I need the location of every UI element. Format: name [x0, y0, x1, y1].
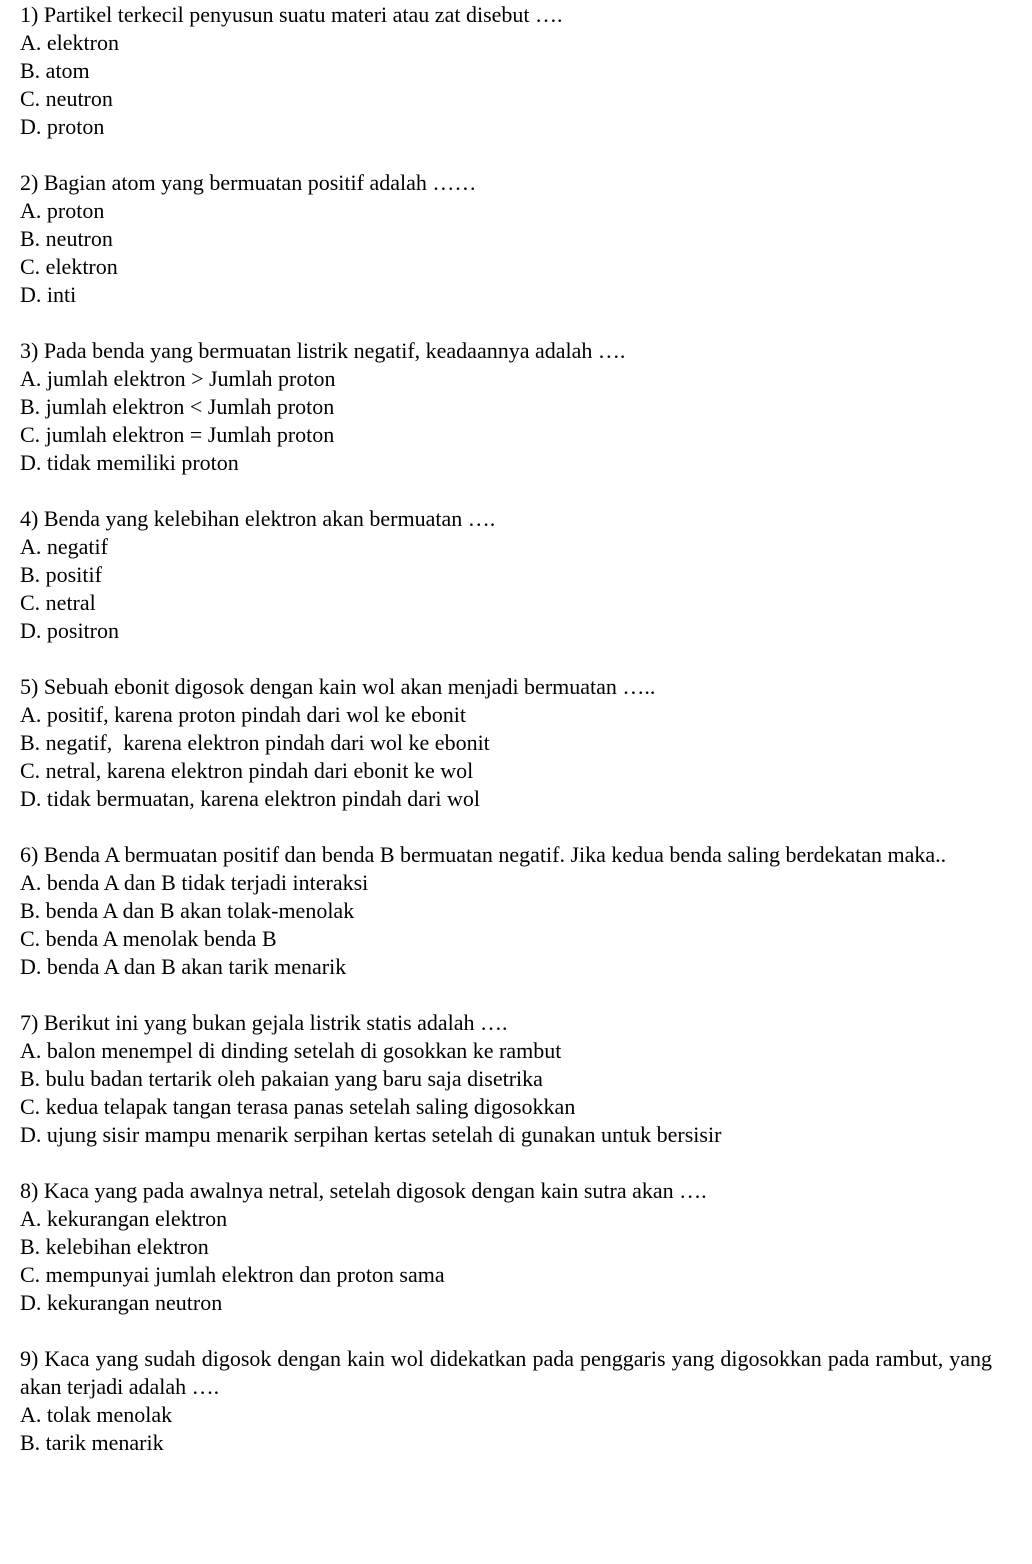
option-b: B. negatif, karena elektron pindah dari wol ke ebonit	[20, 730, 490, 755]
question-text: 3) Pada benda yang bermuatan listrik negatif, keadaannya adalah ….	[20, 338, 626, 363]
option-a: A. jumlah elektron > Jumlah proton	[20, 366, 336, 391]
option-d: D. positron	[20, 618, 119, 643]
question-2	[20, 169, 1012, 309]
question-text: 1) Partikel terkecil penyusun suatu materi atau zat disebut ….	[20, 2, 563, 27]
option-b: B. bulu badan tertarik oleh pakaian yang baru saja disetrika	[20, 1066, 543, 1091]
option-b: B. tarik menarik	[20, 1430, 164, 1455]
option-b: B. jumlah elektron < Jumlah proton	[20, 394, 335, 419]
question-text: 5) Sebuah ebonit digosok dengan kain wol akan menjadi bermuatan …..	[20, 674, 656, 699]
question-9	[20, 1345, 1012, 1457]
question-text: 4) Benda yang kelebihan elektron akan bermuatan ….	[20, 506, 496, 531]
option-b: B. atom	[20, 58, 90, 83]
question-text: 9) Kaca yang sudah digosok dengan kain wol didekatkan pada penggaris yang digosokkan pada rambut, yang akan terjadi adalah ….	[20, 1346, 992, 1399]
option-c: C. netral	[20, 590, 96, 615]
question-8	[20, 1177, 1012, 1317]
option-d: D. benda A dan B akan tarik menarik	[20, 954, 347, 979]
option-a: A. benda A dan B tidak terjadi interaksi	[20, 870, 369, 895]
option-d: D. tidak memiliki proton	[20, 450, 239, 475]
option-b: B. kelebihan elektron	[20, 1234, 209, 1259]
question-5	[20, 673, 1012, 813]
question-text: 7) Berikut ini yang bukan gejala listrik statis adalah ….	[20, 1010, 508, 1035]
question-text: 2) Bagian atom yang bermuatan positif adalah ……	[20, 170, 477, 195]
question-1	[20, 1, 1012, 141]
question-3	[20, 337, 1012, 477]
option-c: C. jumlah elektron = Jumlah proton	[20, 422, 335, 447]
option-a: A. proton	[20, 198, 105, 223]
option-c: C. kedua telapak tangan terasa panas setelah saling digosokkan	[20, 1094, 576, 1119]
option-b: B. positif	[20, 562, 102, 587]
option-d: D. proton	[20, 114, 105, 139]
option-a: A. positif, karena proton pindah dari wol ke ebonit	[20, 702, 467, 727]
option-b: B. benda A dan B akan tolak-menolak	[20, 898, 355, 923]
option-a: A. elektron	[20, 30, 119, 55]
question-text: 6) Benda A bermuatan positif dan benda B bermuatan negatif. Jika kedua benda saling berdekatan maka..	[20, 842, 947, 867]
option-c: C. neutron	[20, 86, 113, 111]
question-text: 8) Kaca yang pada awalnya netral, setelah digosok dengan kain sutra akan ….	[20, 1178, 707, 1203]
option-c: C. netral, karena elektron pindah dari ebonit ke wol	[20, 758, 474, 783]
option-d: D. kekurangan neutron	[20, 1290, 223, 1315]
option-a: A. kekurangan elektron	[20, 1206, 228, 1231]
option-d: D. inti	[20, 282, 77, 307]
option-a: A. tolak menolak	[20, 1402, 173, 1427]
question-7	[20, 1009, 1012, 1149]
option-a: A. balon menempel di dinding setelah di gosokkan ke rambut	[20, 1038, 562, 1063]
option-d: D. ujung sisir mampu menarik serpihan kertas setelah di gunakan untuk bersisir	[20, 1122, 722, 1147]
question-4	[20, 505, 1012, 645]
question-6	[20, 841, 1012, 981]
option-d: D. tidak bermuatan, karena elektron pindah dari wol	[20, 786, 481, 811]
option-a: A. negatif	[20, 534, 108, 559]
option-b: B. neutron	[20, 226, 113, 251]
option-c: C. benda A menolak benda B	[20, 926, 277, 951]
option-c: C. elektron	[20, 254, 118, 279]
option-c: C. mempunyai jumlah elektron dan proton sama	[20, 1262, 445, 1287]
